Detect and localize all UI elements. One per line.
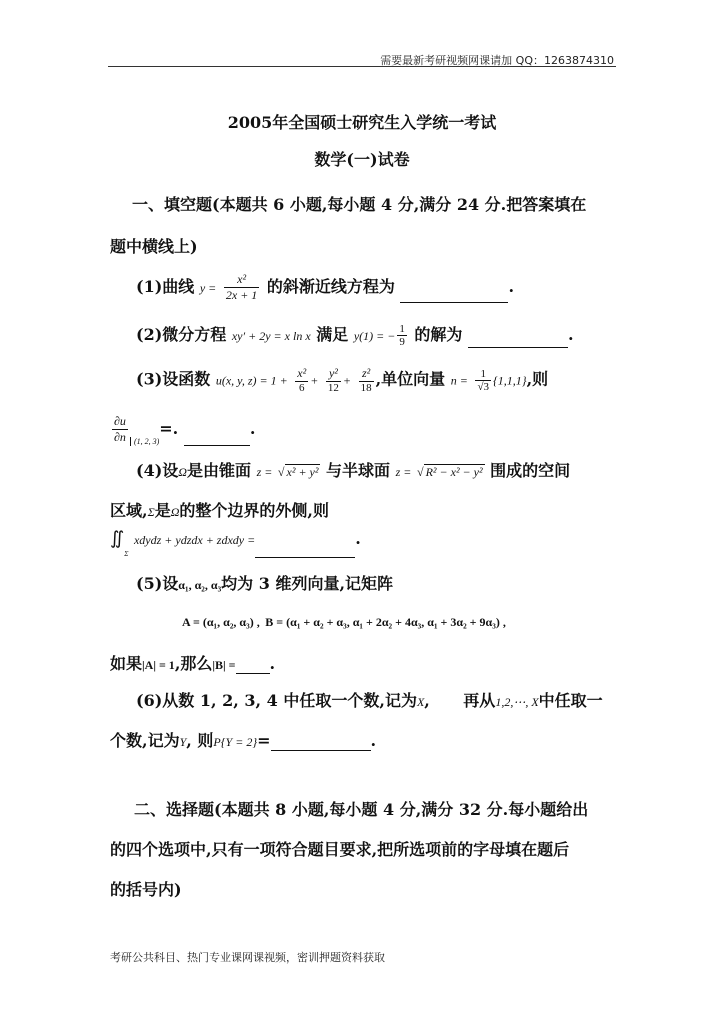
question-2: (2)微分方程 xy′ + 2y = x ln x 满足 y(1) = − $\frac{1}{9}$ 的解为 . [136, 323, 574, 348]
question-4: (4)设Ω是由锥面 z = √ x² + y² 与半球面 z = √ R² − x² − y² 围成的空间 [136, 461, 571, 480]
question-5-matrices: A = (α₁, α₂, α₃) , B = (α₁ + α₂ + α₃, α₁ + 2α₂ + 4α₃, α₁ + 3α₂ + 9α₃) , [182, 615, 506, 629]
section2-heading-end: 的括号内) [110, 880, 182, 899]
answer-blank[interactable] [271, 736, 371, 751]
question-3-cont: $\frac{\partial u}{\partial n}$ $_{(1, 2, 3)}$=. . [114, 414, 256, 446]
answer-blank[interactable] [255, 543, 355, 558]
section2-heading-cont: 的四个选项中,只有一项符合题目要求,把所选项前的字母填在题后 [110, 840, 570, 859]
question-5: (5)设α₁, α₂, α₃均为 3 维列向量,记矩阵 [136, 574, 394, 593]
header-divider [108, 66, 616, 67]
footer-note: 考研公共科目、热门专业课网课视频，密训押题资料获取 [110, 951, 385, 964]
answer-blank[interactable] [468, 333, 568, 348]
exam-title: 2005年全国硕士研究生入学统一考试 [227, 113, 497, 132]
fraction: $\frac{\text{x²}}{2x + 1}$ [225, 272, 258, 302]
answer-blank[interactable] [184, 431, 250, 446]
fraction: $\frac{1}{√3}$ [477, 367, 489, 393]
question-5-cont: 如果|A| = 1,那么|B| = . [110, 654, 276, 673]
fraction: $\frac{1}{9}$ [399, 323, 405, 348]
partial-derivative: $\frac{\partial u}{\partial n}$ [114, 414, 126, 444]
question-4-integral: $∬_\Sigma$ xdydz + ydzdx + zdxdy = . [110, 528, 361, 558]
section2-heading: 二、选择题(本题共 8 小题,每小题 4 分,满分 32 分.每小题给出 [134, 800, 589, 819]
header-note: 需要最新考研视频网课请加 QQ：1263874310 [380, 54, 614, 67]
question-6-cont: 个数,记为Y, 则P{Y = 2}= . [110, 731, 377, 750]
answer-blank[interactable] [236, 659, 270, 674]
question-6: (6)从数 1, 2, 3, 4 中任取一个数,记为X, 再从1,2,⋯, X中任取一 [136, 691, 603, 710]
exam-subtitle: 数学(一)试卷 [314, 150, 410, 169]
section1-heading: 一、填空题(本题共 6 小题,每小题 4 分,满分 24 分.把答案填在 [132, 195, 587, 214]
question-1: (1)曲线 y = $\frac{\text{x²}}{2x + 1}$ 的斜渐近线方程为 . [136, 272, 515, 302]
question-4-cont: 区域,Σ是Ω的整个边界的外侧,则 [110, 501, 329, 520]
fraction: $\frac{\text{z²}}{18}$ [360, 366, 372, 394]
section1-heading-cont: 题中横线上) [110, 237, 198, 256]
fraction: $\frac{\text{x²}}{6}$ [297, 366, 307, 394]
double-integral-sign: ∬ [110, 528, 125, 548]
question-3: (3)设函数 u(x, y, z) = 1 + $\frac{\text{x²}}{6}$ + $\frac{\text{y²}}{12}$ + $\frac{\text{z²}}{18}$ ,单位向量 n = $\frac{1}{√3}$ {1,1,1},则 [136, 366, 549, 394]
answer-blank[interactable] [400, 288, 508, 303]
fraction: $\frac{\text{y²}}{12}$ [327, 366, 339, 394]
